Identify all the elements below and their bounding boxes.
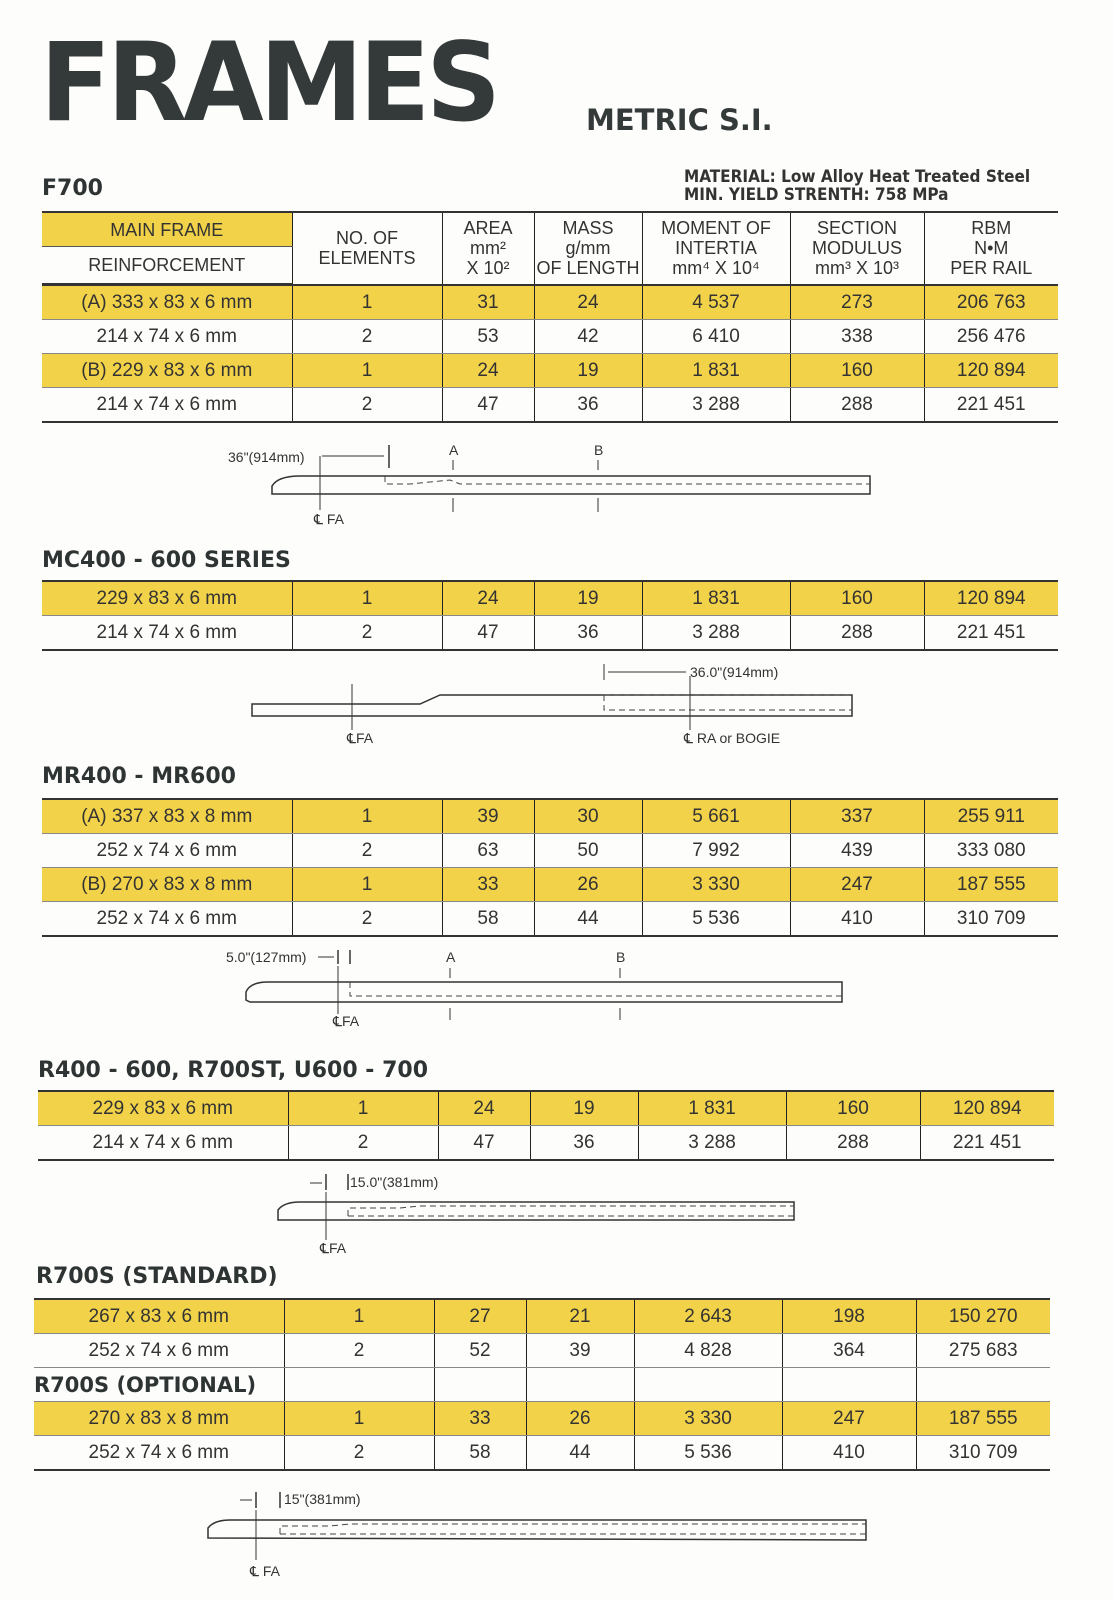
cell-elements: 1 (292, 285, 442, 320)
header-moment-line: MOMENT OF (661, 218, 771, 239)
table-row (42, 581, 1058, 616)
header-elements-line: NO. OF (336, 228, 398, 249)
frame-rail-outline (252, 695, 852, 716)
diagram-cl-label: ℄FA (333, 1013, 360, 1029)
cell-rbm: 150 270 (916, 1299, 1050, 1334)
cell-frame: 214 x 74 x 6 mm (42, 616, 292, 651)
cell-frame: 252 x 74 x 6 mm (42, 834, 292, 868)
cell-elements: 1 (292, 868, 442, 902)
diagram-label-b: B (594, 442, 604, 458)
diagram-label-a: A (449, 442, 459, 458)
reinforcement-dashed (604, 695, 852, 710)
cell-area: 31 (442, 285, 534, 320)
f700-frame-diagram (0, 440, 1114, 530)
page-title: FRAMES (40, 17, 498, 147)
cell-frame: 252 x 74 x 6 mm (42, 902, 292, 937)
table-row-subheading (34, 1368, 1050, 1402)
table-row (42, 616, 1058, 651)
material-note (684, 168, 1030, 204)
mr400-frame-diagram (0, 946, 1114, 1036)
header-elements-line: ELEMENTS (318, 248, 416, 269)
header-moment-line: INTERTIA (675, 238, 757, 259)
header-reinforcement: REINFORCEMENT (42, 247, 292, 285)
cell-frame: 229 x 83 x 6 mm (38, 1091, 288, 1126)
header-moment (642, 212, 790, 284)
cell-mass: 39 (526, 1334, 634, 1368)
cell-rbm: 120 894 (924, 354, 1058, 388)
table-row (34, 1436, 1050, 1471)
reinforcement-dashed (348, 1206, 794, 1216)
cell-frame: (B) 270 x 83 x 8 mm (42, 868, 292, 902)
cell-moment: 5 536 (634, 1436, 782, 1471)
cell-moment: 3 330 (634, 1402, 782, 1436)
cell-rbm: 187 555 (924, 868, 1058, 902)
cell-moment: 4 828 (634, 1334, 782, 1368)
header-mass (534, 212, 642, 284)
header-rbm-line: N•M (974, 238, 1009, 259)
header-area-line: X 10² (466, 258, 510, 279)
mr400-table (42, 798, 1058, 937)
table-row (42, 868, 1058, 902)
cell-mass: 26 (526, 1402, 634, 1436)
f700-table (42, 284, 1058, 423)
cell-area: 58 (442, 902, 534, 937)
cell-moment: 6 410 (642, 320, 790, 354)
header-area-line: AREA (463, 218, 513, 239)
cell-mass: 44 (526, 1436, 634, 1471)
cell-section: 247 (790, 868, 924, 902)
cell-elements: 2 (284, 1436, 434, 1471)
blank-cell (634, 1368, 782, 1402)
cell-mass: 36 (534, 388, 642, 423)
header-rbm-line: PER RAIL (950, 258, 1033, 279)
cell-moment: 7 992 (642, 834, 790, 868)
cell-area: 39 (442, 799, 534, 834)
table-row (42, 354, 1058, 388)
header-area (442, 212, 534, 284)
cell-frame: 252 x 74 x 6 mm (34, 1334, 284, 1368)
cell-rbm: 120 894 (924, 581, 1058, 616)
cell-frame: (A) 337 x 83 x 8 mm (42, 799, 292, 834)
cell-section: 160 (786, 1091, 920, 1126)
cell-section: 247 (782, 1402, 916, 1436)
table-row (42, 285, 1058, 320)
cell-rbm: 275 683 (916, 1334, 1050, 1368)
cell-mass: 50 (534, 834, 642, 868)
cell-section: 410 (782, 1436, 916, 1471)
header-main-frame: MAIN FRAME (42, 212, 292, 247)
cell-area: 24 (438, 1091, 530, 1126)
diagram-cl-label: ℄FA (347, 730, 374, 746)
cell-elements: 2 (292, 616, 442, 651)
cell-mass: 19 (534, 354, 642, 388)
header-section (790, 212, 924, 284)
cell-area: 33 (434, 1402, 526, 1436)
table-row (42, 834, 1058, 868)
material-line: MATERIAL: Low Alloy Heat Treated Steel (684, 167, 1031, 187)
reinforcement-dashed (385, 476, 870, 484)
blank-cell (782, 1368, 916, 1402)
cell-rbm: 310 709 (924, 902, 1058, 937)
cell-section: 198 (782, 1299, 916, 1334)
table-row (42, 320, 1058, 354)
blank-cell (916, 1368, 1050, 1402)
cell-frame: 252 x 74 x 6 mm (34, 1436, 284, 1471)
cell-moment: 3 288 (638, 1126, 786, 1161)
diagram-dimension-label: 36.0"(914mm) (690, 664, 779, 680)
cell-rbm: 310 709 (916, 1436, 1050, 1471)
section-title-r700s-standard: R700S (STANDARD) (36, 1264, 278, 1289)
diagram-dimension-label: 15.0"(381mm) (350, 1174, 439, 1190)
diagram-cl-label: ℄ FA (250, 1563, 280, 1579)
table-row (38, 1091, 1054, 1126)
frame-rail-outline (208, 1520, 866, 1540)
cell-elements: 2 (288, 1126, 438, 1161)
diagram-cl-label: ℄FA (320, 1240, 347, 1256)
cell-moment: 4 537 (642, 285, 790, 320)
blank-cell (526, 1368, 634, 1402)
cell-elements: 1 (292, 799, 442, 834)
cell-mass: 36 (534, 616, 642, 651)
cell-elements: 2 (292, 902, 442, 937)
cell-moment: 3 330 (642, 868, 790, 902)
cell-elements: 2 (292, 320, 442, 354)
table-row (42, 388, 1058, 423)
table-row (34, 1334, 1050, 1368)
diagram-cl-label: ℄ FA (314, 511, 344, 527)
cell-area: 53 (442, 320, 534, 354)
cell-frame: 214 x 74 x 6 mm (38, 1126, 288, 1161)
cell-elements: 1 (292, 581, 442, 616)
cell-section: 288 (790, 388, 924, 423)
header-mass-line: OF LENGTH (536, 258, 640, 279)
mc400-frame-diagram (0, 660, 1114, 760)
cell-area: 63 (442, 834, 534, 868)
cell-rbm: 206 763 (924, 285, 1058, 320)
column-header (42, 211, 1058, 285)
cell-mass: 19 (534, 581, 642, 616)
cell-mass: 44 (534, 902, 642, 937)
cell-area: 47 (438, 1126, 530, 1161)
cell-area: 47 (442, 616, 534, 651)
cell-moment: 5 536 (642, 902, 790, 937)
cell-section: 273 (790, 285, 924, 320)
diagram-label-b: B (616, 949, 626, 965)
table-row (34, 1299, 1050, 1334)
cell-rbm: 333 080 (924, 834, 1058, 868)
cell-moment: 3 288 (642, 616, 790, 651)
cell-mass: 30 (534, 799, 642, 834)
r400-frame-diagram (0, 1168, 1114, 1260)
diagram-dimension-label: 15"(381mm) (284, 1491, 361, 1507)
cell-mass: 19 (530, 1091, 638, 1126)
cell-moment: 1 831 (638, 1091, 786, 1126)
frame-rail-outline (278, 1202, 794, 1220)
cell-rbm: 221 451 (920, 1126, 1054, 1161)
cell-elements: 2 (292, 388, 442, 423)
cell-elements: 2 (292, 834, 442, 868)
cell-frame: 229 x 83 x 6 mm (42, 581, 292, 616)
cell-frame: 270 x 83 x 8 mm (34, 1402, 284, 1436)
cell-rbm: 256 476 (924, 320, 1058, 354)
cell-elements: 1 (284, 1299, 434, 1334)
table-row (42, 799, 1058, 834)
diagram-label-a: A (446, 949, 456, 965)
cell-section: 338 (790, 320, 924, 354)
section-title-r400: R400 - 600, R700ST, U600 - 700 (38, 1058, 429, 1083)
cell-area: 33 (442, 868, 534, 902)
section-title-mc400: MC400 - 600 SERIES (42, 548, 291, 573)
cell-mass: 24 (534, 285, 642, 320)
header-mass-line: g/mm (565, 238, 611, 259)
header-moment-line: mm⁴ X 10⁴ (672, 258, 760, 279)
cell-section: 288 (790, 616, 924, 651)
diagram-dimension-label: 36"(914mm) (228, 449, 305, 465)
cell-section: 337 (790, 799, 924, 834)
header-rbm (924, 212, 1058, 284)
frame-rail-outline (272, 476, 870, 494)
cell-section: 364 (782, 1334, 916, 1368)
cell-frame: 214 x 74 x 6 mm (42, 388, 292, 423)
cell-area: 24 (442, 354, 534, 388)
cell-rbm: 221 451 (924, 388, 1058, 423)
header-section-line: MODULUS (811, 238, 902, 259)
r700s-table (34, 1298, 1050, 1471)
cell-area: 27 (434, 1299, 526, 1334)
reinforcement-dashed (350, 982, 842, 996)
cell-frame: (A) 333 x 83 x 6 mm (42, 285, 292, 320)
cell-frame: 214 x 74 x 6 mm (42, 320, 292, 354)
cell-section: 160 (790, 354, 924, 388)
r400-table (38, 1090, 1054, 1161)
cell-moment: 2 643 (634, 1299, 782, 1334)
cell-section: 160 (790, 581, 924, 616)
cell-elements: 1 (284, 1402, 434, 1436)
table-row (38, 1126, 1054, 1161)
blank-cell (434, 1368, 526, 1402)
mc400-table (42, 580, 1058, 651)
cell-area: 52 (434, 1334, 526, 1368)
cell-frame: 267 x 83 x 6 mm (34, 1299, 284, 1334)
cell-mass: 26 (534, 868, 642, 902)
section-title-mr400: MR400 - MR600 (42, 764, 236, 789)
header-mass-line: MASS (562, 218, 614, 239)
cell-mass: 42 (534, 320, 642, 354)
table-row (34, 1402, 1050, 1436)
cell-mass: 36 (530, 1126, 638, 1161)
reinforcement-dashed (280, 1524, 866, 1534)
header-rbm-line: RBM (971, 218, 1012, 239)
cell-moment: 1 831 (642, 354, 790, 388)
header-section-line: SECTION (816, 218, 897, 239)
cell-section: 439 (790, 834, 924, 868)
cell-moment: 3 288 (642, 388, 790, 423)
header-section-line: mm³ X 10³ (814, 258, 899, 279)
cell-moment: 5 661 (642, 799, 790, 834)
cell-frame: (B) 229 x 83 x 6 mm (42, 354, 292, 388)
diagram-cl2-label: ℄ RA or BOGIE (684, 730, 781, 746)
cell-section: 288 (786, 1126, 920, 1161)
cell-elements: 1 (292, 354, 442, 388)
cell-rbm: 255 911 (924, 799, 1058, 834)
cell-area: 24 (442, 581, 534, 616)
cell-elements: 2 (284, 1334, 434, 1368)
cell-rbm: 120 894 (920, 1091, 1054, 1126)
header-area-line: mm² (470, 238, 506, 259)
diagram-dimension-label: 5.0"(127mm) (226, 949, 307, 965)
yield-line: MIN. YIELD STRENTH: 758 MPa (684, 185, 949, 205)
cell-area: 47 (442, 388, 534, 423)
cell-area: 58 (434, 1436, 526, 1471)
r700s-frame-diagram (0, 1486, 1114, 1586)
cell-elements: 1 (288, 1091, 438, 1126)
table-row (42, 902, 1058, 937)
page-subtitle: METRIC S.I. (586, 103, 773, 137)
section-title-r700s-optional: R700S (OPTIONAL) (34, 1368, 284, 1402)
header-elements (292, 212, 442, 284)
cell-rbm: 221 451 (924, 616, 1058, 651)
frame-rail-outline (246, 982, 842, 1002)
cell-mass: 21 (526, 1299, 634, 1334)
blank-cell (284, 1368, 434, 1402)
cell-section: 410 (790, 902, 924, 937)
cell-moment: 1 831 (642, 581, 790, 616)
section-title-f700: F700 (42, 176, 103, 201)
cell-rbm: 187 555 (916, 1402, 1050, 1436)
